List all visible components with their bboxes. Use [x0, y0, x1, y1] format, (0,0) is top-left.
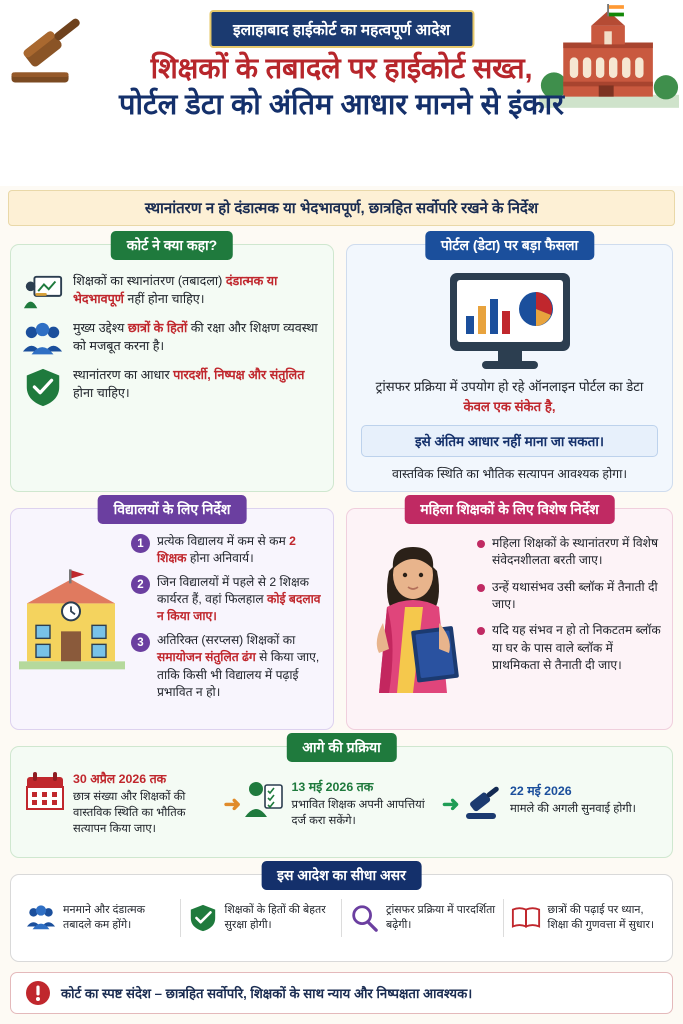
process-step-date: 22 मई 2026	[509, 784, 572, 799]
exclamation-circle-icon	[25, 980, 51, 1006]
students-group-icon	[22, 319, 64, 361]
women-teachers-title: महिला शिक्षकों के लिए विशेष निर्देश	[404, 495, 615, 524]
next-process-title: आगे की प्रक्रिया	[286, 733, 396, 762]
headline-line-2: पोर्टल डेटा को अंतिम आधार मानने से इंकार	[118, 89, 564, 122]
process-step-text	[510, 783, 636, 818]
list-item	[11, 361, 333, 408]
gavel-small-icon	[462, 783, 502, 825]
list-item-text: मुख्य उद्देश्य छात्रों के हितों की रक्षा और शिक्षण व्यवस्था को मजबूत करना है।	[73, 321, 318, 353]
process-step-text	[73, 771, 221, 837]
court-said-points	[11, 267, 333, 408]
list-item-text: प्रत्येक विद्यालय में कम से कम 2 शिक्षक होना अनिवार्य।	[157, 534, 296, 566]
women-teachers-card	[346, 501, 673, 730]
impact-item-text: मनमाने और दंडात्मक तबादले कम होंगे।	[63, 904, 145, 931]
bullet-dot	[477, 627, 485, 635]
process-step-date: 13 मई 2026 तक	[291, 779, 374, 794]
list-item-text: उन्हें यथासंभव उसी ब्लॉक में तैनाती दी जाए।	[492, 579, 658, 611]
process-step-desc: प्रभावित शिक्षक अपनी आपत्तियां दर्ज करा सकेंगे।	[291, 798, 425, 827]
list-item-text: शिक्षकों का स्थानांतरण (तबादला) दंडात्मक या भेदभावपूर्ण नहीं होना चाहिए।	[73, 274, 278, 306]
shield-check-icon	[188, 903, 218, 933]
people-icon	[26, 903, 56, 933]
list-item-text: जिन विद्यालयों में पहले से 2 शिक्षक कार्यरत हैं, वहां फिलहाल कोई बदलाव न किया जाए।	[157, 575, 321, 624]
indian-flag-icon	[607, 4, 624, 16]
list-item-text: यदि यह संभव न हो तो निकटतम ब्लॉक या घर के पास वाले ब्लॉक में प्राथमिकता से तैनाती दी जाए।	[492, 623, 661, 672]
impact-item-text: छात्रों की पढ़ाई पर ध्यान, शिक्षा की गुणवत्ता में सुधार।	[547, 904, 655, 931]
impact-title: इस आदेश का सीधा असर	[261, 861, 422, 890]
process-step-text	[291, 779, 439, 830]
list-item	[131, 632, 323, 700]
list-number: 3	[131, 633, 150, 652]
list-item	[11, 314, 333, 361]
portal-footnote: वास्तविक स्थिति का भौतिक सत्यापन आवश्यक होगा।	[391, 466, 628, 481]
list-item-text: महिला शिक्षकों के स्थानांतरण में विशेष संवेदनशीलता बरती जाए।	[492, 536, 658, 568]
headline-line-1: शिक्षकों के तबादले पर हाईकोर्ट सख्त,	[150, 53, 533, 85]
footer-message-text: कोर्ट का स्पष्ट संदेश – छात्रहित सर्वोपरि, शिक्षकों के साथ न्याय और निष्पक्षता आवश्यक।	[61, 986, 473, 1001]
bullet-dot	[477, 540, 485, 548]
impact-item-text: ट्रांसफर प्रक्रिया में पारदर्शिता बढ़ेगी।	[386, 904, 496, 931]
teacher-board-icon	[22, 272, 64, 314]
portal-decision-card	[346, 237, 673, 492]
list-item	[11, 267, 333, 314]
footer-message-bar	[10, 972, 673, 1014]
process-step-date: 30 अप्रैल 2026 तक	[73, 772, 167, 786]
shield-check-icon	[22, 366, 64, 408]
list-item-text: अतिरिक्त (सरप्लस) शिक्षकों का समायोजन संतुलित ढंग से किया जाए, ताकि किसी भी विद्यालय में पढ़ाई प्रभावित न हो।	[157, 633, 320, 699]
arrow-1-icon: ➜	[223, 792, 242, 816]
next-process-card	[10, 739, 673, 858]
subtitle-bar: स्थानांतरण न हो दंडात्मक या भेदभावपूर्ण, छात्रहित सर्वोपरि रखने के निर्देश	[8, 190, 675, 226]
women-points-list	[477, 531, 662, 701]
impact-item-3	[342, 903, 503, 933]
list-number: 2	[131, 575, 150, 594]
schools-directions-title: विद्यालयों के लिए निर्देश	[98, 495, 247, 524]
arrow-2-icon: ➜	[441, 792, 460, 816]
court-said-card	[10, 237, 334, 492]
list-item	[477, 622, 662, 674]
woman-teacher-icon	[353, 531, 473, 701]
court-said-title: कोर्ट ने क्या कहा?	[111, 231, 233, 260]
process-step-1	[25, 771, 221, 837]
schools-numbered-list	[131, 533, 323, 708]
impact-item-text: शिक्षकों के हितों की बेहतर सुरक्षा होगी।	[224, 904, 326, 931]
list-item	[131, 533, 323, 567]
portal-highlight: इसे अंतिम आधार नहीं माना जा सकता।	[361, 425, 658, 457]
impact-item-4	[504, 903, 665, 933]
page-title	[0, 52, 683, 124]
bullet-dot	[477, 584, 485, 592]
portal-decision-title: पोर्टल (डेटा) पर बड़ा फैसला	[425, 231, 594, 260]
open-book-icon	[511, 903, 541, 933]
process-step-3	[462, 783, 658, 825]
header	[0, 0, 683, 186]
header-ribbon: इलाहाबाद हाईकोर्ट का महत्वपूर्ण आदेश	[209, 10, 474, 48]
list-item-text: स्थानांतरण का आधार पारदर्शी, निष्पक्ष और संतुलित होना चाहिए।	[73, 368, 305, 400]
portal-body-text: ट्रांसफर प्रक्रिया में उपयोग हो रहे ऑनलाइन पोर्टल का डेटा केवल एक संकेत है,	[375, 379, 644, 414]
impact-item-1	[19, 903, 180, 933]
monitor-chart-icon	[446, 271, 574, 375]
impact-item-2	[181, 903, 342, 933]
list-item	[131, 574, 323, 625]
calendar-icon	[25, 771, 65, 813]
list-item	[477, 579, 662, 614]
schools-directions-card	[10, 501, 334, 730]
list-number: 1	[131, 534, 150, 553]
list-item	[477, 535, 662, 570]
checklist-person-icon	[243, 779, 283, 821]
impact-card	[10, 867, 673, 962]
process-step-2	[243, 779, 439, 830]
process-step-desc: छात्र संख्या और शिक्षकों की वास्तविक स्थिति का भौतिक सत्यापन किया जाए।	[73, 791, 186, 835]
magnifier-icon	[349, 903, 379, 933]
process-step-desc: मामले की अगली सुनवाई होगी।	[509, 803, 636, 816]
school-building-icon	[19, 533, 125, 708]
